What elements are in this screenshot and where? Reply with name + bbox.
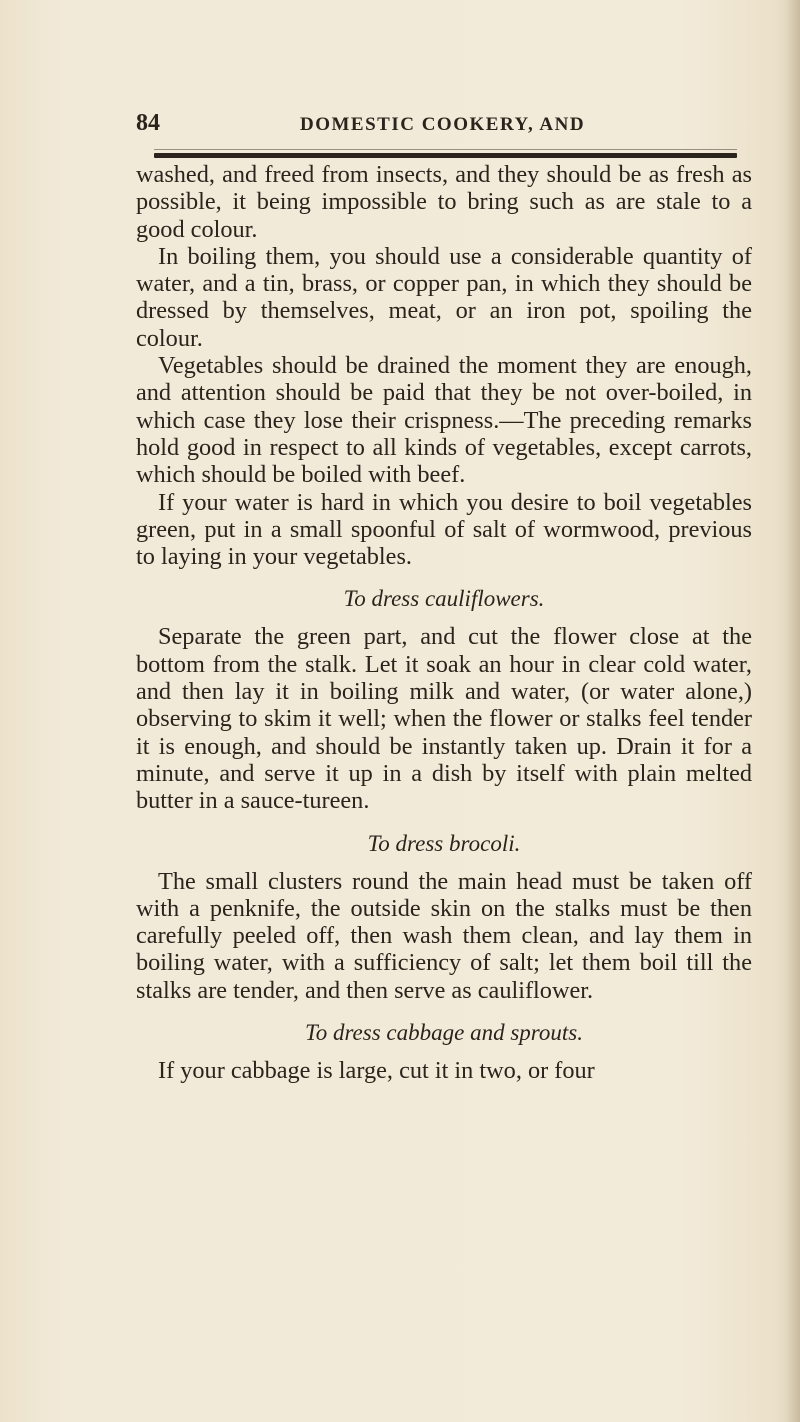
heading-cabbage: To dress cabbage and sprouts. [305,1020,583,1046]
paragraph-hard-water: If your water is hard in which you desire to boil vegetables green, put in a small spoonful of salt of wormwood, previous to laying in your vegetables. [136,488,752,571]
running-head: DOMESTIC COOKERY, AND [300,114,586,135]
header-rule [154,153,737,158]
heading-brocoli: To dress brocoli. [367,830,521,856]
paragraph-cabbage: If your cabbage is large, cut it in two, or four [158,1057,595,1085]
paragraph-brocoli: The small clusters round the main head must be taken off with a penknife, the outside skin on the stalks must be then carefully peeled off, then wash them clean, and lay them in boiling water, with a sufficiency of salt; let them boil till the stalks are tender, and then serve as cauliflower. [136,867,752,1004]
paragraph-cauliflowers: Separate the green part, and cut the flower close at the bottom from the stalk. Let it soak an hour in clear cold water, and then lay it in boiling milk and water, (or water alone,) observing to skim it well; when the flower or stalks feel tender it is enough, and should be instantly taken up. Drain it for a minute, and serve it up in a dish by itself with plain melted butter in a sauce-tureen. [136,623,752,815]
header-rule-thin [154,149,737,150]
page-number: 84 [136,110,160,136]
paragraph-draining: Vegetables should be drained the moment they are enough, and attention should be paid that they be not over-boiled, in which case they lose their crispness.—The preceding remarks hold good in respect to all kinds of vegetables, except carrots, which should be boiled with beef. [136,352,752,489]
paragraph-continued: washed, and freed from insects, and they should be as fresh as possible, it being impossible to bring such as are stale to a good colour. [136,161,752,243]
page-edge-shadow [786,0,800,1422]
paragraph-boiling: In boiling them, you should use a considerable quantity of water, and a tin, brass, or copper pan, in which they should be dressed by themselves, meat, or an iron pot, spoiling the colour. [136,242,752,352]
page-header [136,110,752,140]
body-text [136,161,752,1084]
heading-cauliflowers: To dress cauliflowers. [343,586,545,612]
